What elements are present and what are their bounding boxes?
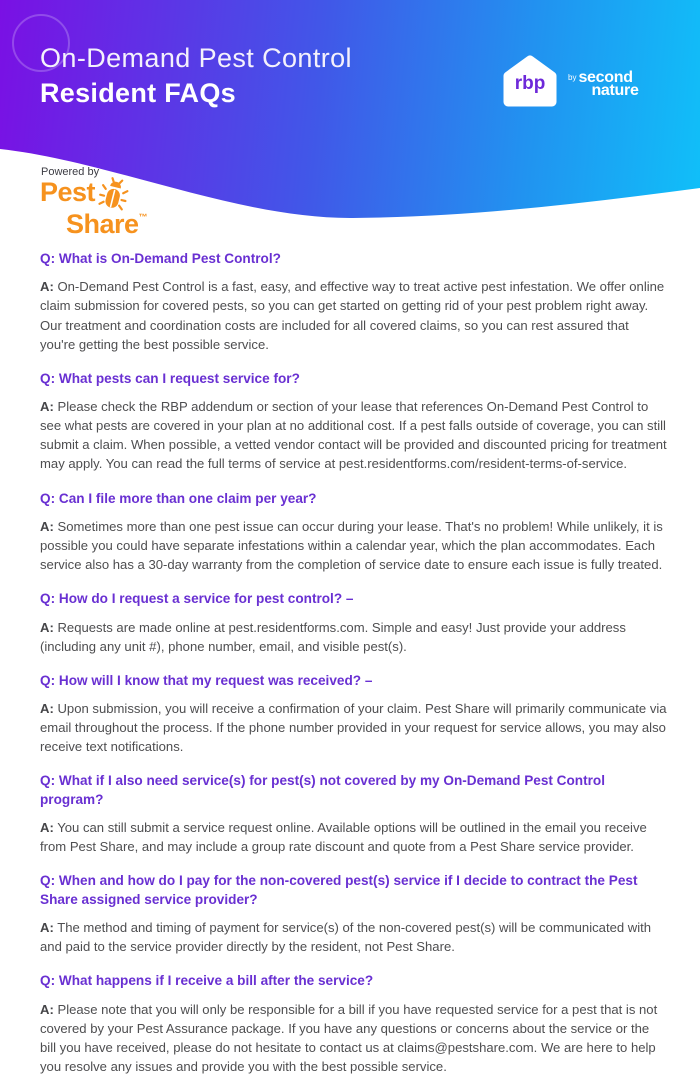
faq-answer — [40, 397, 667, 473]
second-nature-wordmark — [568, 71, 639, 97]
trademark-symbol: ™ — [138, 212, 148, 222]
answer-text: Upon submission, you will receive a confirmation of your claim. Pest Share will primarily communicate via email throughout the process. If the phone number provided in your request for service allows, you may also receive text notifications. — [40, 701, 667, 755]
answer-prefix: A: — [40, 701, 54, 717]
faq-answer — [40, 517, 667, 574]
nature-label: nature — [591, 82, 639, 99]
faq-item — [40, 590, 667, 656]
answer-prefix: A: — [40, 279, 54, 295]
answer-text: On-Demand Pest Control is a fast, easy, and effective way to treat active pest infestation. We offer online claim submission for covered pests, so you can get started on getting rid of your pest problem right away. Our treatment and coordination costs are included for all covered claims, so you can rest assured that you're getting the best possible service. — [40, 279, 665, 352]
faq-answer — [40, 818, 667, 856]
pest-label: Pest — [40, 177, 96, 207]
second-label: second — [578, 69, 633, 86]
faq-question: Q: When and how do I pay for the non-covered pest(s) service if I decide to contract the Pest Share assigned service provider? — [40, 873, 638, 907]
rbp-house-icon — [501, 52, 559, 110]
faq-item — [40, 972, 667, 1076]
rbp-logo-text: rbp — [514, 73, 546, 94]
by-label: by — [568, 73, 577, 82]
faq-answer — [40, 277, 667, 353]
answer-text: Sometimes more than one pest issue can occur during your lease. That's no problem! While unlikely, it is possible you could have separate infestations within a calendar year, which the plan accommodates. Each service also has a 30-day warranty from the completion of service date to ensure each issue is fully treated. — [40, 518, 663, 573]
answer-prefix: A: — [40, 518, 54, 534]
faq-question: Q: What happens if I receive a bill after the service? — [40, 973, 374, 989]
faq-question: Q: What pests can I request service for? — [40, 370, 300, 386]
faq-question: Q: Can I file more than one claim per year? — [40, 490, 317, 506]
bug-icon — [98, 174, 130, 212]
answer-text: Please check the RBP addendum or section of your lease that references On-Demand Pest Control to see what pests are covered in your plan at no additional cost. If a pest falls outside of coverage, you can still submit a claim. When possible, a vetted vendor contact will be provided and discounted pricing for treatment may apply. You can read the full terms of service at pest.residentforms.com/resident-terms-of-service. — [40, 399, 667, 472]
page-title — [40, 44, 352, 108]
answer-prefix: A: — [40, 920, 54, 936]
answer-text: The method and timing of payment for service(s) of the non-covered pest(s) will be communicated with and paid to the service provider directly by the resident, not Pest Share. — [40, 920, 652, 955]
title-line2: Resident FAQs — [40, 77, 236, 108]
faq-question: Q: How will I know that my request was received? – — [40, 672, 373, 688]
answer-text: Requests are made online at pest.residentforms.com. Simple and easy! Just provide your address (including any unit #), phone number, email, and visible pest(s). — [40, 619, 626, 654]
share-label: Share — [66, 209, 139, 239]
faq-answer — [40, 1000, 667, 1076]
faq-answer — [40, 918, 667, 956]
faq-item — [40, 672, 667, 757]
faq-item — [40, 370, 667, 474]
faq-item — [40, 250, 667, 354]
faq-answer — [40, 618, 667, 656]
faq-question: Q: What if I also need service(s) for pest(s) not covered by my On-Demand Pest Control program? — [40, 773, 606, 807]
answer-text: You can still submit a service request online. Available options will be outlined in the email you receive from Pest Share, and may include a group rate discount and quote from a Pest Share service provider. — [40, 820, 647, 855]
header-banner — [0, 0, 700, 239]
powered-by-label: Powered by — [41, 166, 100, 178]
faq-answer — [40, 699, 667, 756]
answer-prefix: A: — [40, 399, 54, 415]
faq-item — [40, 872, 667, 956]
faq-content — [40, 232, 667, 1092]
faq-item — [40, 772, 667, 856]
faq-question: Q: How do I request a service for pest control? – — [40, 591, 354, 607]
answer-prefix: A: — [40, 1001, 54, 1017]
faq-question: Q: What is On-Demand Pest Control? — [40, 251, 281, 266]
pest-share-logo — [40, 166, 148, 237]
answer-text: Please note that you will only be responsible for a bill if you have requested service for a pest that is not covered by your Pest Assurance package. If you have any questions or concerns about the service or the bill you have received, please do not hesitate to contact us at claims@pestshare.com. We are here to help you resolve any issues and provide you with the best possible service. — [40, 1001, 658, 1074]
answer-prefix: A: — [40, 820, 54, 836]
title-line1: On-Demand Pest Control — [40, 43, 352, 73]
rbp-second-nature-logo — [501, 52, 639, 110]
answer-prefix: A: — [40, 619, 54, 635]
faq-item — [40, 490, 667, 575]
